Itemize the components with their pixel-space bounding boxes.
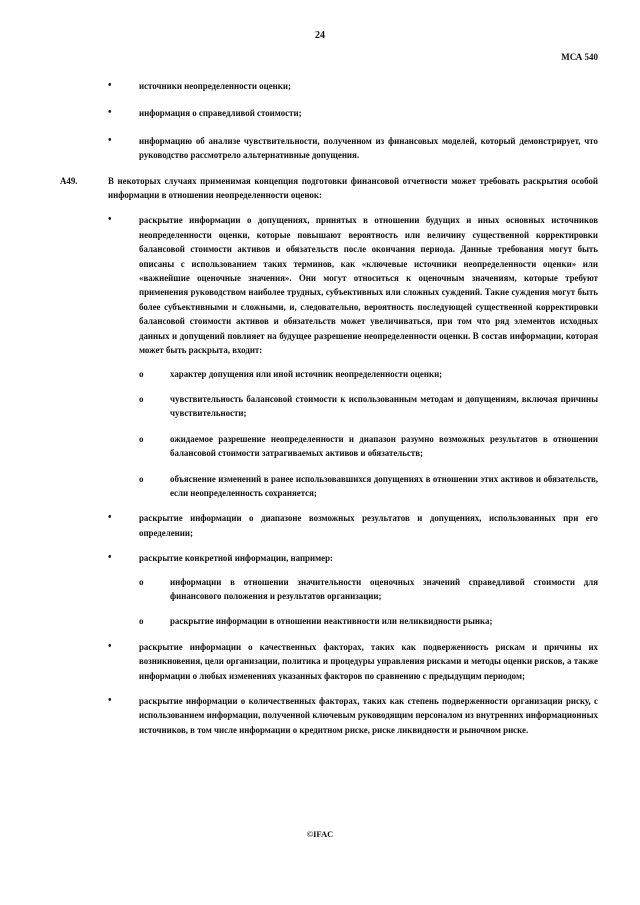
list-item xyxy=(108,551,598,629)
sub-list-item xyxy=(139,614,598,628)
sub-list-item-text: чувствительность балансовой стоимости к использованным методам и допущениям, включая причины чувствительности; xyxy=(170,393,598,419)
list-item-text: раскрытие информации о диапазоне возможных результатов и допущениях, использованных при его определении; xyxy=(139,513,598,538)
sub-bullet-marker: o xyxy=(139,616,144,627)
sub-bullet-marker: o xyxy=(139,576,144,587)
sub-list-item-text: информации в отношении значительности оценочных значений справедливой стоимости для финансового положения и результатов организации; xyxy=(170,576,598,601)
list-item xyxy=(108,213,598,500)
list-item-text: источники неопределенности оценки; xyxy=(139,81,291,91)
sub-bullet-marker: o xyxy=(139,473,144,484)
sub-list-item xyxy=(139,472,598,501)
sub-list-item-text: ожидаемое разрешение неопределенности и диапазон разумно возможных результатов в отношении балансовой стоимости затрагиваемых активов и обязательств; xyxy=(170,433,598,459)
list-item-text: раскрытие информации о качественных факторах, таких как подверженность рискам и причины их возникновения, цели организации, политика и процедуры управления рисками и методы оценки рисков, а также информации о любых изменениях указанных факторов по сравнению с предыдущим периодом; xyxy=(139,641,598,681)
bullet-marker: • xyxy=(108,512,112,524)
bullet-marker: • xyxy=(108,80,112,91)
bullet-marker: • xyxy=(108,640,112,652)
list-item xyxy=(108,694,598,737)
page-content xyxy=(60,79,598,737)
list-item xyxy=(108,134,598,163)
bullet-marker: • xyxy=(108,695,112,706)
list-item-text: раскрытие информации о количественных факторах, таких как степень подверженности организации риску, с использованием информации, полученной ключевым руководящим персоналом из внутренних информационных источников, в том числе информации о кредитном риске, риске ликвидности и рыночном риске. xyxy=(139,696,598,735)
sub-list-item xyxy=(139,392,598,421)
sub-bullet-marker: o xyxy=(139,368,144,379)
bullet-marker: • xyxy=(108,214,112,226)
sub-list-item xyxy=(139,575,598,604)
paragraph-text: В некоторых случаях применимая концепция подготовки финансовой отчетности может требовать раскрытия особой информации в отношении неопределенности оценок: xyxy=(108,175,598,201)
list-item-text: информация о справедливой стоимости; xyxy=(139,108,302,119)
sub-list-item-text: объяснение изменений в ранее использовавшихся допущениях в отношении этих активов и обязательств, если неопределенность сохраняется; xyxy=(170,473,598,498)
list-item xyxy=(108,511,598,540)
bullet-marker: • xyxy=(108,134,112,146)
footer-copyright: ©IFAC xyxy=(306,829,334,839)
paragraph-a49 xyxy=(60,174,598,203)
sub-list-item xyxy=(139,367,598,381)
sub-list-item-text: характер допущения или иной источник неопределенности оценки; xyxy=(170,368,443,379)
list-item xyxy=(108,79,598,93)
bullet-marker: • xyxy=(108,107,112,119)
sub-bullet-marker: o xyxy=(139,433,144,444)
sub-bullet-marker: o xyxy=(139,393,144,404)
list-item-text: информацию об анализе чувствительности, полученном из финансовых моделей, который демонстрирует, что руководство рассмотрело альтернативные допущения. xyxy=(139,135,598,161)
sub-list-item xyxy=(139,432,598,461)
paragraph-number: A49. xyxy=(60,175,78,186)
sub-list-item-text: раскрытие информации в отношении неактивности или неликвидности рынка; xyxy=(170,616,493,627)
list-item xyxy=(108,106,598,120)
list-item-text: раскрытие информации о допущениях, принятых в отношении будущих и иных основных источников неопределенности оценки, которые повышают вероятность или величину существенной корректировки балансовой стоимости активов и обязательств после окончания периода. Данные требования могут быть описаны с использованием таких терминов, как «ключевые источники неопределенности оценки» или «важнейшие оценочные значения». Они могут относиться к оценочным значениям, которые требуют применения руководством наиболее трудных, субъективных или сложных суждений. Такие суждения могут быть более субъективными и сложными, и, следовательно, вероятность последующей существенной корректировки балансовой стоимости активов и обязательств может увеличиваться, при том что ряд элементов исходных данных и допущений повлияет на будущее разрешение неопределенности оценки. В состав информации, которая может быть раскрыта, входит: xyxy=(139,215,598,356)
list-item xyxy=(108,640,598,683)
document-code: МСА 540 xyxy=(561,52,598,62)
list-item-text: раскрытие конкретной информации, например: xyxy=(139,553,333,564)
bullet-marker: • xyxy=(108,552,112,564)
page-number: 24 xyxy=(315,30,325,41)
